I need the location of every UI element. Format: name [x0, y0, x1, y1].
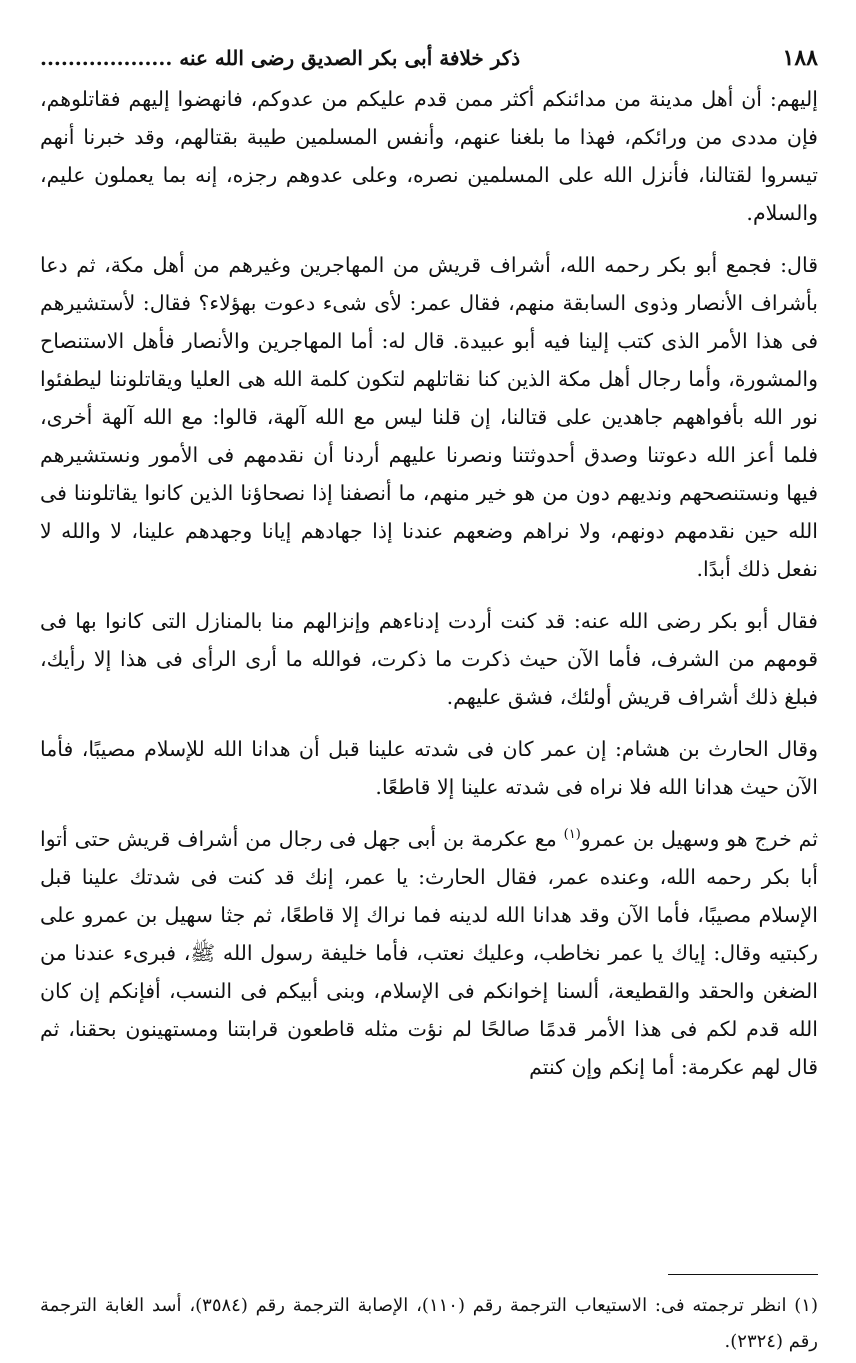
- running-header: [40, 42, 818, 76]
- footnote-divider: [668, 1274, 818, 1275]
- footnote: (١) انظر ترجمته فى: الاستيعاب الترجمة رقم (١١٠)، الإصابة الترجمة رقم (٣٥٨٤)، أسد الغابة الترجمة رقم (٢٣٢٤).: [40, 1295, 818, 1352]
- paragraph-2: قال: فجمع أبو بكر رحمه الله، أشراف قريش من المهاجرين وغيرهم من أهل مكة، ثم دعا بأشراف الأنصار وذوى السابقة منهم، فقال عمر: لأى شىء دعوت بهؤلاء؟ فقال: لأستشيرهم فى هذا الأمر الذى كتب إلينا فيه أبو عبيدة. قال له: أما المهاجرين والأنصار فأهل الاستنصاح والمشورة، وأما رجال أهل مكة الذين كنا نقاتلهم لتكون كلمة الله هى العليا ويقاتلوننا ليطفئوا نور الله بأفواههم جاهدين على قتالنا، إن قلنا ليس مع الله آلهة، قالوا: مع الله آلهة أخرى، فلما أعز الله دعوتنا وصدق أحدوثتنا ونصرنا عليهم أردنا أن نقدمهم فى الأمور ونستشيرهم فيها ونستنصحهم ونديهم دون من هو خير منهم، ما أنصفنا إذا نصحاؤنا الذين كانوا يقاتلوننا فى الله حين نقدمهم دونهم، ولا نراهم وضعهم عندنا إذا جهادهم إيانا وجهدهم علينا، لا والله لا نفعل ذلك أبدًا.: [40, 253, 818, 581]
- paragraph-4: وقال الحارث بن هشام: إن عمر كان فى شدته علينا قبل أن هدانا الله للإسلام مصيبًا، فأما الآن حيث هدانا الله فلا نراه فى شدته علينا إلا قاطعًا.: [40, 737, 818, 799]
- paragraph-1: إليهم: أن أهل مدينة من مدائنكم أكثر ممن قدم عليكم من عدوكم، فانهضوا إليهم فقاتلوهم، فإن مددى من ورائكم، فهذا ما بلغنا عنهم، وأنفس المسلمين طيبة بقتالهم، وقد خبرنا أنهم تيسروا لقتالنا، فأنزل الله على المسلمين نصره، وعلى عدوهم رجزه، إنه بما يعملون عليم، والسلام.: [40, 87, 818, 225]
- paragraph-5-start: ثم خرج هو وسهيل بن عمرو: [580, 827, 818, 851]
- running-title: ذكر خلافة أبى بكر الصديق رضى الله عنه ...................: [40, 46, 521, 70]
- paragraph-3: فقال أبو بكر رضى الله عنه: قد كنت أردت إدناءهم وإنزالهم منا بالمنازل التى كانوا بها فى قومهم من الشرف، فأما الآن حيث ذكرت ما ذكرت، فوالله ما أرى الرأى فى هذا إلا رأيك، فبلغ ذلك أشراف قريش أولئك، فشق عليهم.: [40, 609, 818, 709]
- main-text: [40, 80, 818, 1086]
- page-number: ١٨٨: [782, 45, 818, 71]
- footnote-reference[interactable]: (١): [563, 827, 581, 843]
- paragraph-5: [40, 820, 818, 1086]
- book-page: [40, 42, 818, 1352]
- paragraph-5-rest: مع عكرمة بن أبى جهل فى رجال من أشراف قريش حتى أتوا أبا بكر رحمه الله، وعنده عمر، فقال الحارث: يا عمر، إنك قد كنت فى شدتك علينا قبل الإسلام مصيبًا، فأما الآن وقد هدانا الله لدينه فما نراك إلا قاطعًا، ثم جثا سهيل بن عمرو على ركبتيه وقال: إياك يا عمر نخاطب، وعليك نعتب، فأما خليفة رسول الله ﷺ، فبرىء عندنا من الضغن والحقد والقطيعة، ألسنا إخوانكم فى الإسلام، وبنى أبيكم فى النسب، أفإنكم إن كان الله قدم لكم فى هذا الأمر قدمًا صالحًا لم نؤت مثله قاطعون قرابتنا ومستهينون بحقنا، ثم قال لهم عكرمة: أما إنكم وإن كنتم: [40, 827, 818, 1079]
